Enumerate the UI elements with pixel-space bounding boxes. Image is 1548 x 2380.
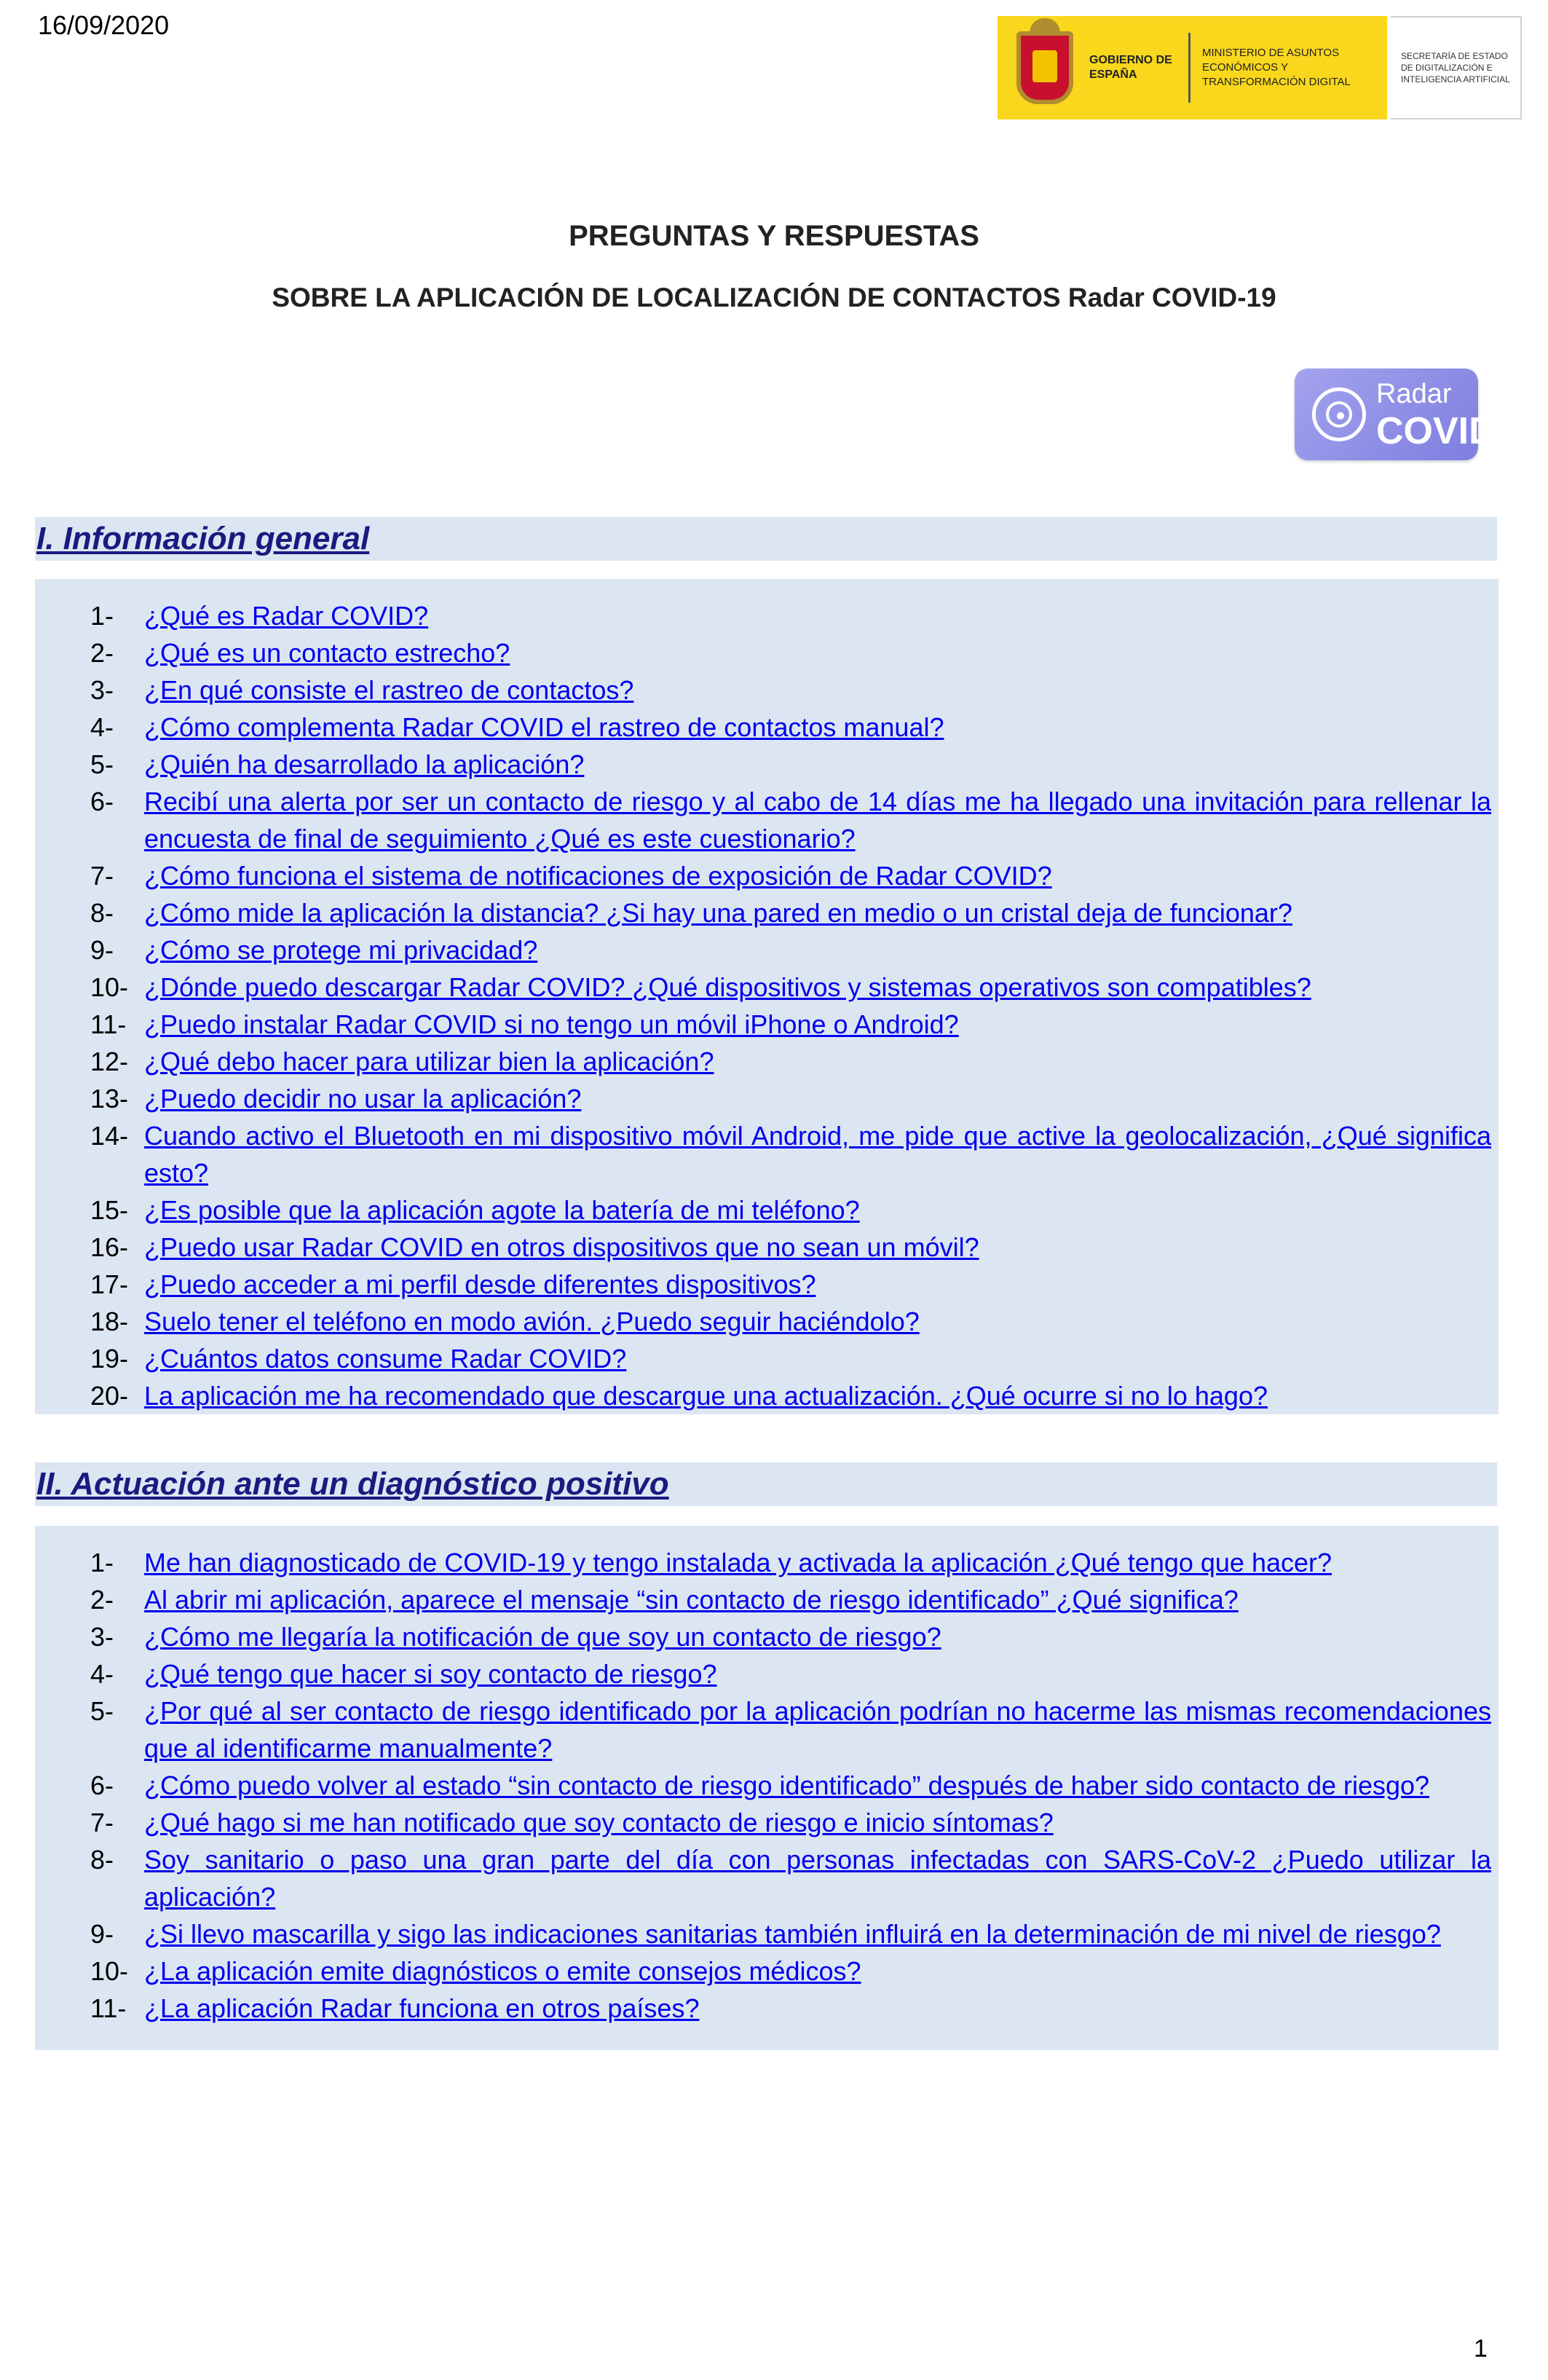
question-number: 5- bbox=[90, 749, 114, 779]
question-item bbox=[0, 1581, 1491, 1618]
section-heading-positive-diagnosis: II. Actuación ante un diagnóstico positivo bbox=[35, 1462, 1497, 1506]
question-link[interactable]: ¿Por qué al ser contacto de riesgo identificado por la aplicación podrían no hacerme las mismas recomendaciones que al identificarme manualmente? bbox=[144, 1696, 1491, 1763]
question-link[interactable]: ¿Cómo me llegaría la notificación de que soy un contacto de riesgo? bbox=[144, 1622, 941, 1652]
question-link[interactable]: ¿Dónde puedo descargar Radar COVID? ¿Qué dispositivos y sistemas operativos son compatibles? bbox=[144, 972, 1311, 1002]
question-item bbox=[0, 1006, 1491, 1043]
question-number: 2- bbox=[90, 638, 114, 668]
question-item bbox=[0, 1377, 1491, 1414]
question-item bbox=[0, 1043, 1491, 1080]
radar-icon bbox=[1312, 387, 1366, 441]
question-link[interactable]: ¿La aplicación Radar funciona en otros países? bbox=[144, 1993, 700, 2023]
question-number: 6- bbox=[90, 787, 114, 816]
question-number: 15- bbox=[90, 1195, 129, 1225]
question-number: 3- bbox=[90, 675, 114, 705]
question-item bbox=[0, 931, 1491, 969]
question-link[interactable]: ¿Si llevo mascarilla y sigo las indicaciones sanitarias también influirá en la determinación de mi nivel de riesgo? bbox=[144, 1919, 1441, 1949]
question-item bbox=[0, 1340, 1491, 1377]
question-number: 5- bbox=[90, 1696, 114, 1726]
section-heading-general: I. Información general bbox=[35, 517, 1497, 561]
question-item bbox=[0, 709, 1491, 746]
question-link[interactable]: ¿Puedo acceder a mi perfil desde diferentes dispositivos? bbox=[144, 1269, 816, 1299]
question-link[interactable]: ¿Cómo mide la aplicación la distancia? ¿Si hay una pared en medio o un cristal deja de funcionar? bbox=[144, 898, 1292, 928]
question-item bbox=[0, 1618, 1491, 1655]
question-item bbox=[0, 1693, 1491, 1767]
question-link[interactable]: ¿Puedo instalar Radar COVID si no tengo un móvil iPhone o Android? bbox=[144, 1009, 959, 1039]
question-link[interactable]: ¿Puedo usar Radar COVID en otros dispositivos que no sean un móvil? bbox=[144, 1232, 979, 1262]
question-number: 11- bbox=[90, 1009, 127, 1039]
question-item bbox=[0, 1080, 1491, 1117]
page-number: 1 bbox=[1474, 2335, 1488, 2363]
question-link[interactable]: ¿Qué debo hacer para utilizar bien la aplicación? bbox=[144, 1047, 714, 1076]
question-item bbox=[0, 1266, 1491, 1303]
question-number: 20- bbox=[90, 1381, 129, 1411]
question-link[interactable]: ¿Cómo puedo volver al estado “sin contacto de riesgo identificado” después de haber sido contacto de riesgo? bbox=[144, 1770, 1430, 1800]
question-link[interactable]: Cuando activo el Bluetooth en mi dispositivo móvil Android, me pide que active la geolocalización, ¿Qué significa esto? bbox=[144, 1121, 1491, 1188]
gov-logo-line3: SECRETARÍA DE ESTADO DE DIGITALIZACIÓN E INTELIGENCIA ARTIFICIAL bbox=[1401, 51, 1510, 84]
question-number: 13- bbox=[90, 1084, 129, 1114]
question-number: 7- bbox=[90, 1808, 114, 1837]
question-link[interactable]: ¿Qué hago si me han notificado que soy contacto de riesgo e inicio síntomas? bbox=[144, 1808, 1054, 1837]
question-number: 4- bbox=[90, 712, 114, 742]
question-number: 8- bbox=[90, 898, 114, 928]
radar-logo-word1: Radar bbox=[1376, 379, 1452, 409]
question-item bbox=[0, 894, 1491, 931]
secretariat-logo bbox=[1391, 16, 1522, 119]
radar-covid-logo bbox=[1295, 369, 1496, 460]
question-number: 2- bbox=[90, 1585, 114, 1615]
question-link[interactable]: Suelo tener el teléfono en modo avión. ¿Puedo seguir haciéndolo? bbox=[144, 1307, 920, 1336]
question-item bbox=[0, 1915, 1491, 1953]
question-number: 6- bbox=[90, 1770, 114, 1800]
question-link[interactable]: ¿Puedo decidir no usar la aplicación? bbox=[144, 1084, 582, 1114]
question-number: 9- bbox=[90, 1919, 114, 1949]
question-link[interactable]: ¿Qué tengo que hacer si soy contacto de riesgo? bbox=[144, 1659, 717, 1689]
question-item bbox=[0, 1990, 1491, 2027]
question-link[interactable]: ¿Qué es un contacto estrecho? bbox=[144, 638, 510, 668]
question-item bbox=[0, 1655, 1491, 1693]
question-item bbox=[0, 634, 1491, 671]
logo-divider bbox=[1188, 33, 1190, 103]
question-link[interactable]: Recibí una alerta por ser un contacto de riesgo y al cabo de 14 días me ha llegado una invitación para rellenar la encuesta de final de seguimiento ¿Qué es este cuestionario? bbox=[144, 787, 1491, 854]
question-item bbox=[0, 1191, 1491, 1229]
question-item bbox=[0, 1544, 1491, 1581]
question-number: 17- bbox=[90, 1269, 129, 1299]
question-item bbox=[0, 783, 1491, 857]
question-list-positive-diagnosis bbox=[0, 1544, 1548, 2027]
question-number: 4- bbox=[90, 1659, 114, 1689]
header-date: 16/09/2020 bbox=[38, 10, 170, 40]
question-number: 8- bbox=[90, 1845, 114, 1875]
question-link[interactable]: ¿Cómo funciona el sistema de notificaciones de exposición de Radar COVID? bbox=[144, 861, 1052, 891]
question-item bbox=[0, 857, 1491, 894]
question-item bbox=[0, 1767, 1491, 1804]
document-title: PREGUNTAS Y RESPUESTAS bbox=[569, 220, 979, 252]
question-number: 18- bbox=[90, 1307, 129, 1336]
question-link[interactable]: Soy sanitario o paso una gran parte del día con personas infectadas con SARS-CoV-2 ¿Puedo utilizar la aplicación? bbox=[144, 1845, 1491, 1912]
question-link[interactable]: La aplicación me ha recomendado que descargue una actualización. ¿Qué ocurre si no lo hago? bbox=[144, 1381, 1268, 1411]
question-list-general bbox=[0, 597, 1548, 1414]
question-number: 11- bbox=[90, 1993, 127, 2023]
question-link[interactable]: Me han diagnosticado de COVID-19 y tengo instalada y activada la aplicación ¿Qué tengo que hacer? bbox=[144, 1548, 1332, 1577]
question-item bbox=[0, 671, 1491, 709]
gov-logo-line1: GOBIERNO DE ESPAÑA bbox=[1089, 54, 1172, 81]
question-number: 1- bbox=[90, 1548, 114, 1577]
question-number: 14- bbox=[90, 1121, 129, 1151]
question-number: 1- bbox=[90, 601, 114, 631]
question-item bbox=[0, 746, 1491, 783]
question-link[interactable]: ¿Qué es Radar COVID? bbox=[144, 601, 429, 631]
question-item bbox=[0, 1953, 1491, 1990]
question-number: 16- bbox=[90, 1232, 129, 1262]
question-item bbox=[0, 1841, 1491, 1915]
radar-logo-word2: COVID bbox=[1376, 410, 1496, 452]
question-number: 19- bbox=[90, 1344, 129, 1374]
question-number: 7- bbox=[90, 861, 114, 891]
question-item bbox=[0, 1117, 1491, 1191]
question-number: 10- bbox=[90, 1956, 129, 1986]
question-number: 9- bbox=[90, 935, 114, 965]
question-link[interactable]: ¿Quién ha desarrollado la aplicación? bbox=[144, 749, 585, 779]
question-item bbox=[0, 1303, 1491, 1340]
question-link[interactable]: ¿Es posible que la aplicación agote la batería de mi teléfono? bbox=[144, 1195, 860, 1225]
document-subtitle: SOBRE LA APLICACIÓN DE LOCALIZACIÓN DE CONTACTOS Radar COVID-19 bbox=[272, 283, 1276, 312]
coat-of-arms-icon bbox=[1016, 31, 1073, 104]
question-link[interactable]: ¿Cómo complementa Radar COVID el rastreo de contactos manual? bbox=[144, 712, 944, 742]
question-link[interactable]: ¿En qué consiste el rastreo de contactos? bbox=[144, 675, 634, 705]
government-logo bbox=[998, 16, 1387, 119]
question-number: 12- bbox=[90, 1047, 129, 1076]
question-link[interactable]: ¿Cuántos datos consume Radar COVID? bbox=[144, 1344, 627, 1374]
gov-logo-line2: MINISTERIO DE ASUNTOS ECONÓMICOS Y TRANSFORMACIÓN DIGITAL bbox=[1202, 47, 1351, 88]
question-number: 10- bbox=[90, 972, 129, 1002]
question-item bbox=[0, 597, 1491, 634]
question-link[interactable]: ¿Cómo se protege mi privacidad? bbox=[144, 935, 538, 965]
question-link[interactable]: ¿La aplicación emite diagnósticos o emite consejos médicos? bbox=[144, 1956, 861, 1986]
question-item bbox=[0, 969, 1491, 1006]
question-number: 3- bbox=[90, 1622, 114, 1652]
question-item bbox=[0, 1229, 1491, 1266]
question-link[interactable]: Al abrir mi aplicación, aparece el mensaje “sin contacto de riesgo identificado” ¿Qué significa? bbox=[144, 1585, 1239, 1615]
question-item bbox=[0, 1804, 1491, 1841]
